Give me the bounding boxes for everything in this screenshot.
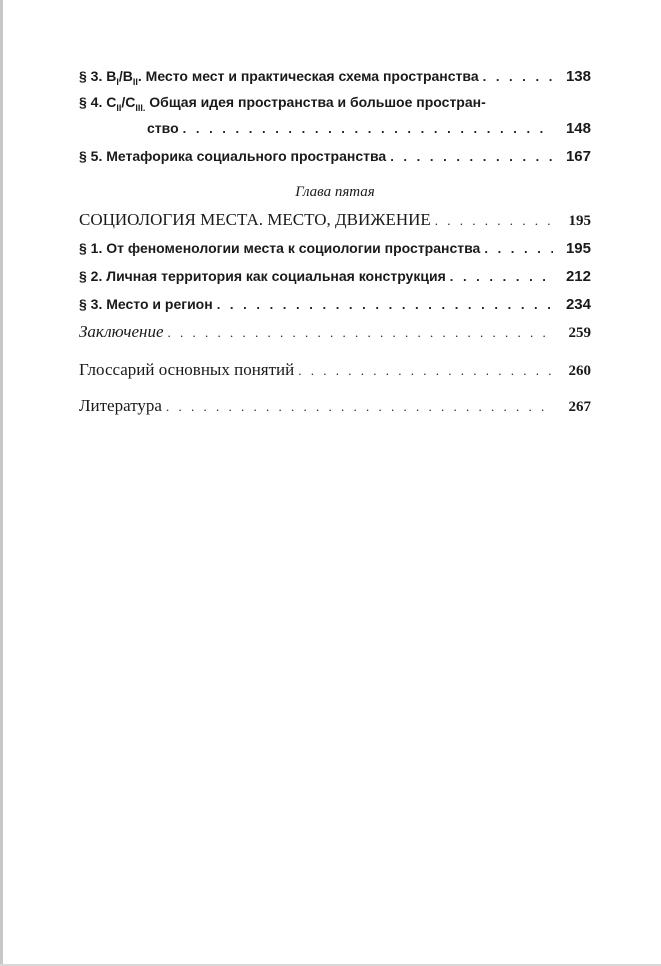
toc-entry-title: § 4. $C_{II}/C_{III.}$ Общая идея пространства и большое простран- bbox=[79, 94, 486, 113]
toc-entry-page: 267 bbox=[568, 399, 591, 415]
dot-leader bbox=[166, 393, 553, 421]
table-of-contents bbox=[79, 62, 591, 420]
toc-entry bbox=[79, 290, 591, 318]
toc-entry-page: 167 bbox=[565, 148, 591, 165]
toc-entry bbox=[79, 234, 591, 262]
conclusion-title: Заключение bbox=[79, 322, 164, 341]
toc-entry-title: § 5. Метафорика социального пространства bbox=[79, 148, 387, 164]
toc-entry-page: 212 bbox=[565, 268, 591, 285]
toc-entry-page: 260 bbox=[568, 363, 591, 379]
toc-entry bbox=[79, 90, 591, 142]
dot-leader bbox=[450, 263, 553, 291]
glossary-title: Глоссарий основных понятий bbox=[79, 360, 295, 379]
toc-entry-page: 234 bbox=[565, 296, 591, 313]
chapter-label: Глава пятая bbox=[295, 184, 375, 200]
toc-entry-title: § 3. $B_I/B_{II}$. Место мест и практическая схема пространства bbox=[79, 68, 479, 87]
toc-entry-page: 259 bbox=[568, 325, 591, 341]
toc-entry-title: § 2. Личная территория как социальная конструкция bbox=[79, 268, 446, 284]
toc-entry-page: 148 bbox=[565, 120, 591, 137]
dot-leader bbox=[484, 235, 553, 263]
glossary-entry bbox=[79, 356, 591, 384]
dot-leader bbox=[168, 319, 553, 347]
toc-entry-continuation: ство . . . 148 bbox=[79, 114, 591, 142]
toc-entry-title: § 3. Место и регион bbox=[79, 296, 213, 312]
toc-entry bbox=[79, 142, 591, 170]
literature-entry bbox=[79, 392, 591, 420]
literature-title: Литература bbox=[79, 396, 162, 415]
toc-entry-title: § 1. От феноменологии места к социологии пространства bbox=[79, 240, 481, 256]
toc-entry bbox=[79, 262, 591, 290]
chapter-title-entry bbox=[79, 206, 591, 234]
dot-leader bbox=[435, 207, 553, 235]
dot-leader bbox=[298, 357, 553, 385]
dot-leader bbox=[183, 115, 553, 143]
toc-entry-page: 195 bbox=[568, 213, 591, 229]
conclusion-entry bbox=[79, 318, 591, 346]
dot-leader bbox=[390, 143, 553, 171]
chapter-title: СОЦИОЛОГИЯ МЕСТА. МЕСТО, ДВИЖЕНИЕ bbox=[79, 210, 431, 229]
toc-entry-page: 138 bbox=[565, 68, 591, 85]
dot-leader bbox=[483, 63, 553, 91]
page-left-edge bbox=[0, 0, 3, 966]
toc-entry-page: 195 bbox=[565, 240, 591, 257]
toc-entry bbox=[79, 62, 591, 90]
dot-leader bbox=[217, 291, 553, 319]
